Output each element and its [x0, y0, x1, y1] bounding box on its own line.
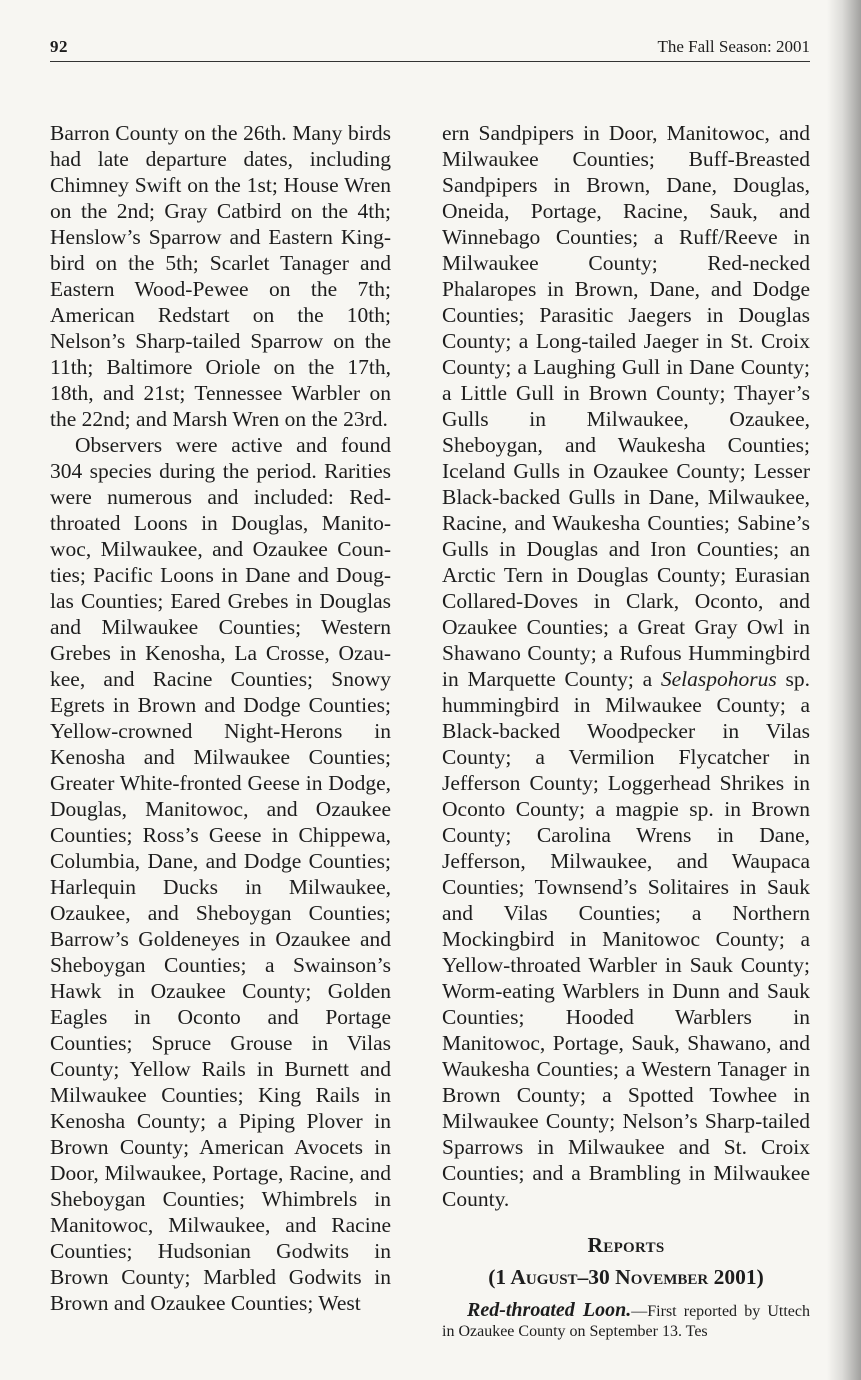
left-column: [50, 120, 391, 1316]
page-edge-shadow: [827, 0, 861, 1380]
reports-date-range: (1 August–30 November 2001): [488, 1265, 764, 1289]
left-paragraph-continuation: Barron County on the 26th. Many birds had late departure dates, including Chimney Swift on the 1st; House Wren on the 2nd; Gray Catbird on the 4th; Henslow’s Sparrow and Eastern Kingbird on the 5th; Scarlet Tanager and Eastern Wood-Pewee on the 7th; American Redstart on the 10th; Nelson’s Sharp-tailed Sparrow on the 11th; Baltimore Oriole on the 17th, 18th, and 21st; Tennessee Warbler on the 22nd; and Marsh Wren on the 23rd.: [50, 121, 391, 431]
right-paragraph-rarities-continued: [442, 120, 810, 1212]
running-head: [50, 37, 810, 62]
species-name: Red-throated Loon.: [467, 1299, 632, 1321]
genus-name-italic: Selaspohorus: [660, 667, 777, 691]
rarities-text-part-1: ern Sandpipers in Door, Manitowoc, and Milwaukee Counties; Buff-Breasted Sandpipers in Brown, Dane, Douglas, Oneida, Portage, Racine, Sauk, and Winnebago Counties; a Ruff/Reeve in Milwaukee County; Red-necked Phalaropes in Brown, Dane, and Dodge Counties; Parasitic Jaegers in Douglas County; a Long-tailed Jaeger in St. Croix County; a Laughing Gull in Dane County; a Little Gull in Brown County; Thayer’s Gulls in Milwaukee, Ozaukee, Sheboygan, and Waukesha Counties; Iceland Gulls in Ozaukee County; Lesser Black-backed Gulls in Dane, Milwaukee, Racine, and Waukesha Counties; Sabine’s Gulls in Douglas and Iron Counties; an Arctic Tern in Douglas County; Eurasian Collared-Doves in Clark, Oconto, and Ozaukee Counties; a Great Gray Owl in Shawano County; a Rufous Hummingbird in Marquette County; a: [442, 121, 810, 691]
rarities-text-part-2: sp. hummingbird in Milwaukee County; a Black-backed Woodpecker in Vilas County; a Vermilion Flycatcher in Jefferson County; Loggerhead Shrikes in Oconto County; a magpie sp. in Brown County; Carolina Wrens in Dane, Jefferson, Milwaukee, and Waupaca Counties; Townsend’s Solitaires in Sauk and Vilas Counties; a Northern Mockingbird in Manitowoc County; a Yellow-throated Warbler in Sauk County; Worm-eating Warblers in Dunn and Sauk Counties; Hooded Warblers in Manitowoc, Portage, Sauk, Shawano, and Waukesha Counties; a Western Tanager in Brown County; a Spotted Towhee in Milwaukee County; Nelson’s Sharp-tailed Sparrows in Milwaukee and St. Croix Counties; and a Brambling in Milwaukee County.: [442, 667, 811, 1211]
reports-heading: Reports: [587, 1233, 665, 1257]
species-entry-text: —First reported by Uttech in Ozaukee County on September 13. Tes: [442, 1303, 810, 1340]
right-column: [442, 120, 810, 1342]
left-paragraph-rarities: Observers were active and found 304 species during the period. Rarities were numerous and included: Red-throated Loons in Douglas, Manitowoc, Milwaukee, and Ozaukee Counties; Pacific Loons in Dane and Douglas Counties; Eared Grebes in Douglas and Milwaukee Counties; Western Grebes in Kenosha, La Crosse, Ozaukee, and Racine Counties; Snowy Egrets in Brown and Dodge Counties; Yellow-crowned Night-Herons in Kenosha and Milwaukee Counties; Greater White-fronted Geese in Dodge, Douglas, Manitowoc, and Ozaukee Counties; Ross’s Geese in Chippewa, Columbia, Dane, and Dodge Counties; Harlequin Ducks in Milwaukee, Ozaukee, and Sheboygan Counties; Barrow’s Goldeneyes in Ozaukee and Sheboygan Counties; a Swainson’s Hawk in Ozaukee County; Golden Eagles in Oconto and Portage Counties; Spruce Grouse in Vilas County; Yellow Rails in Burnett and Milwaukee Counties; King Rails in Kenosha County; a Piping Plover in Brown County; American Avocets in Door, Milwaukee, Portage, Racine, and Sheboygan Counties; Whimbrels in Manitowoc, Milwaukee, and Racine Counties; Hudsonian Godwits in Brown County; Marbled Godwits in Brown and Ozaukee Counties; West: [50, 433, 391, 1315]
species-entry: [442, 1300, 810, 1342]
page-number: 92: [50, 37, 68, 56]
running-title: The Fall Season: 2001: [657, 37, 810, 56]
